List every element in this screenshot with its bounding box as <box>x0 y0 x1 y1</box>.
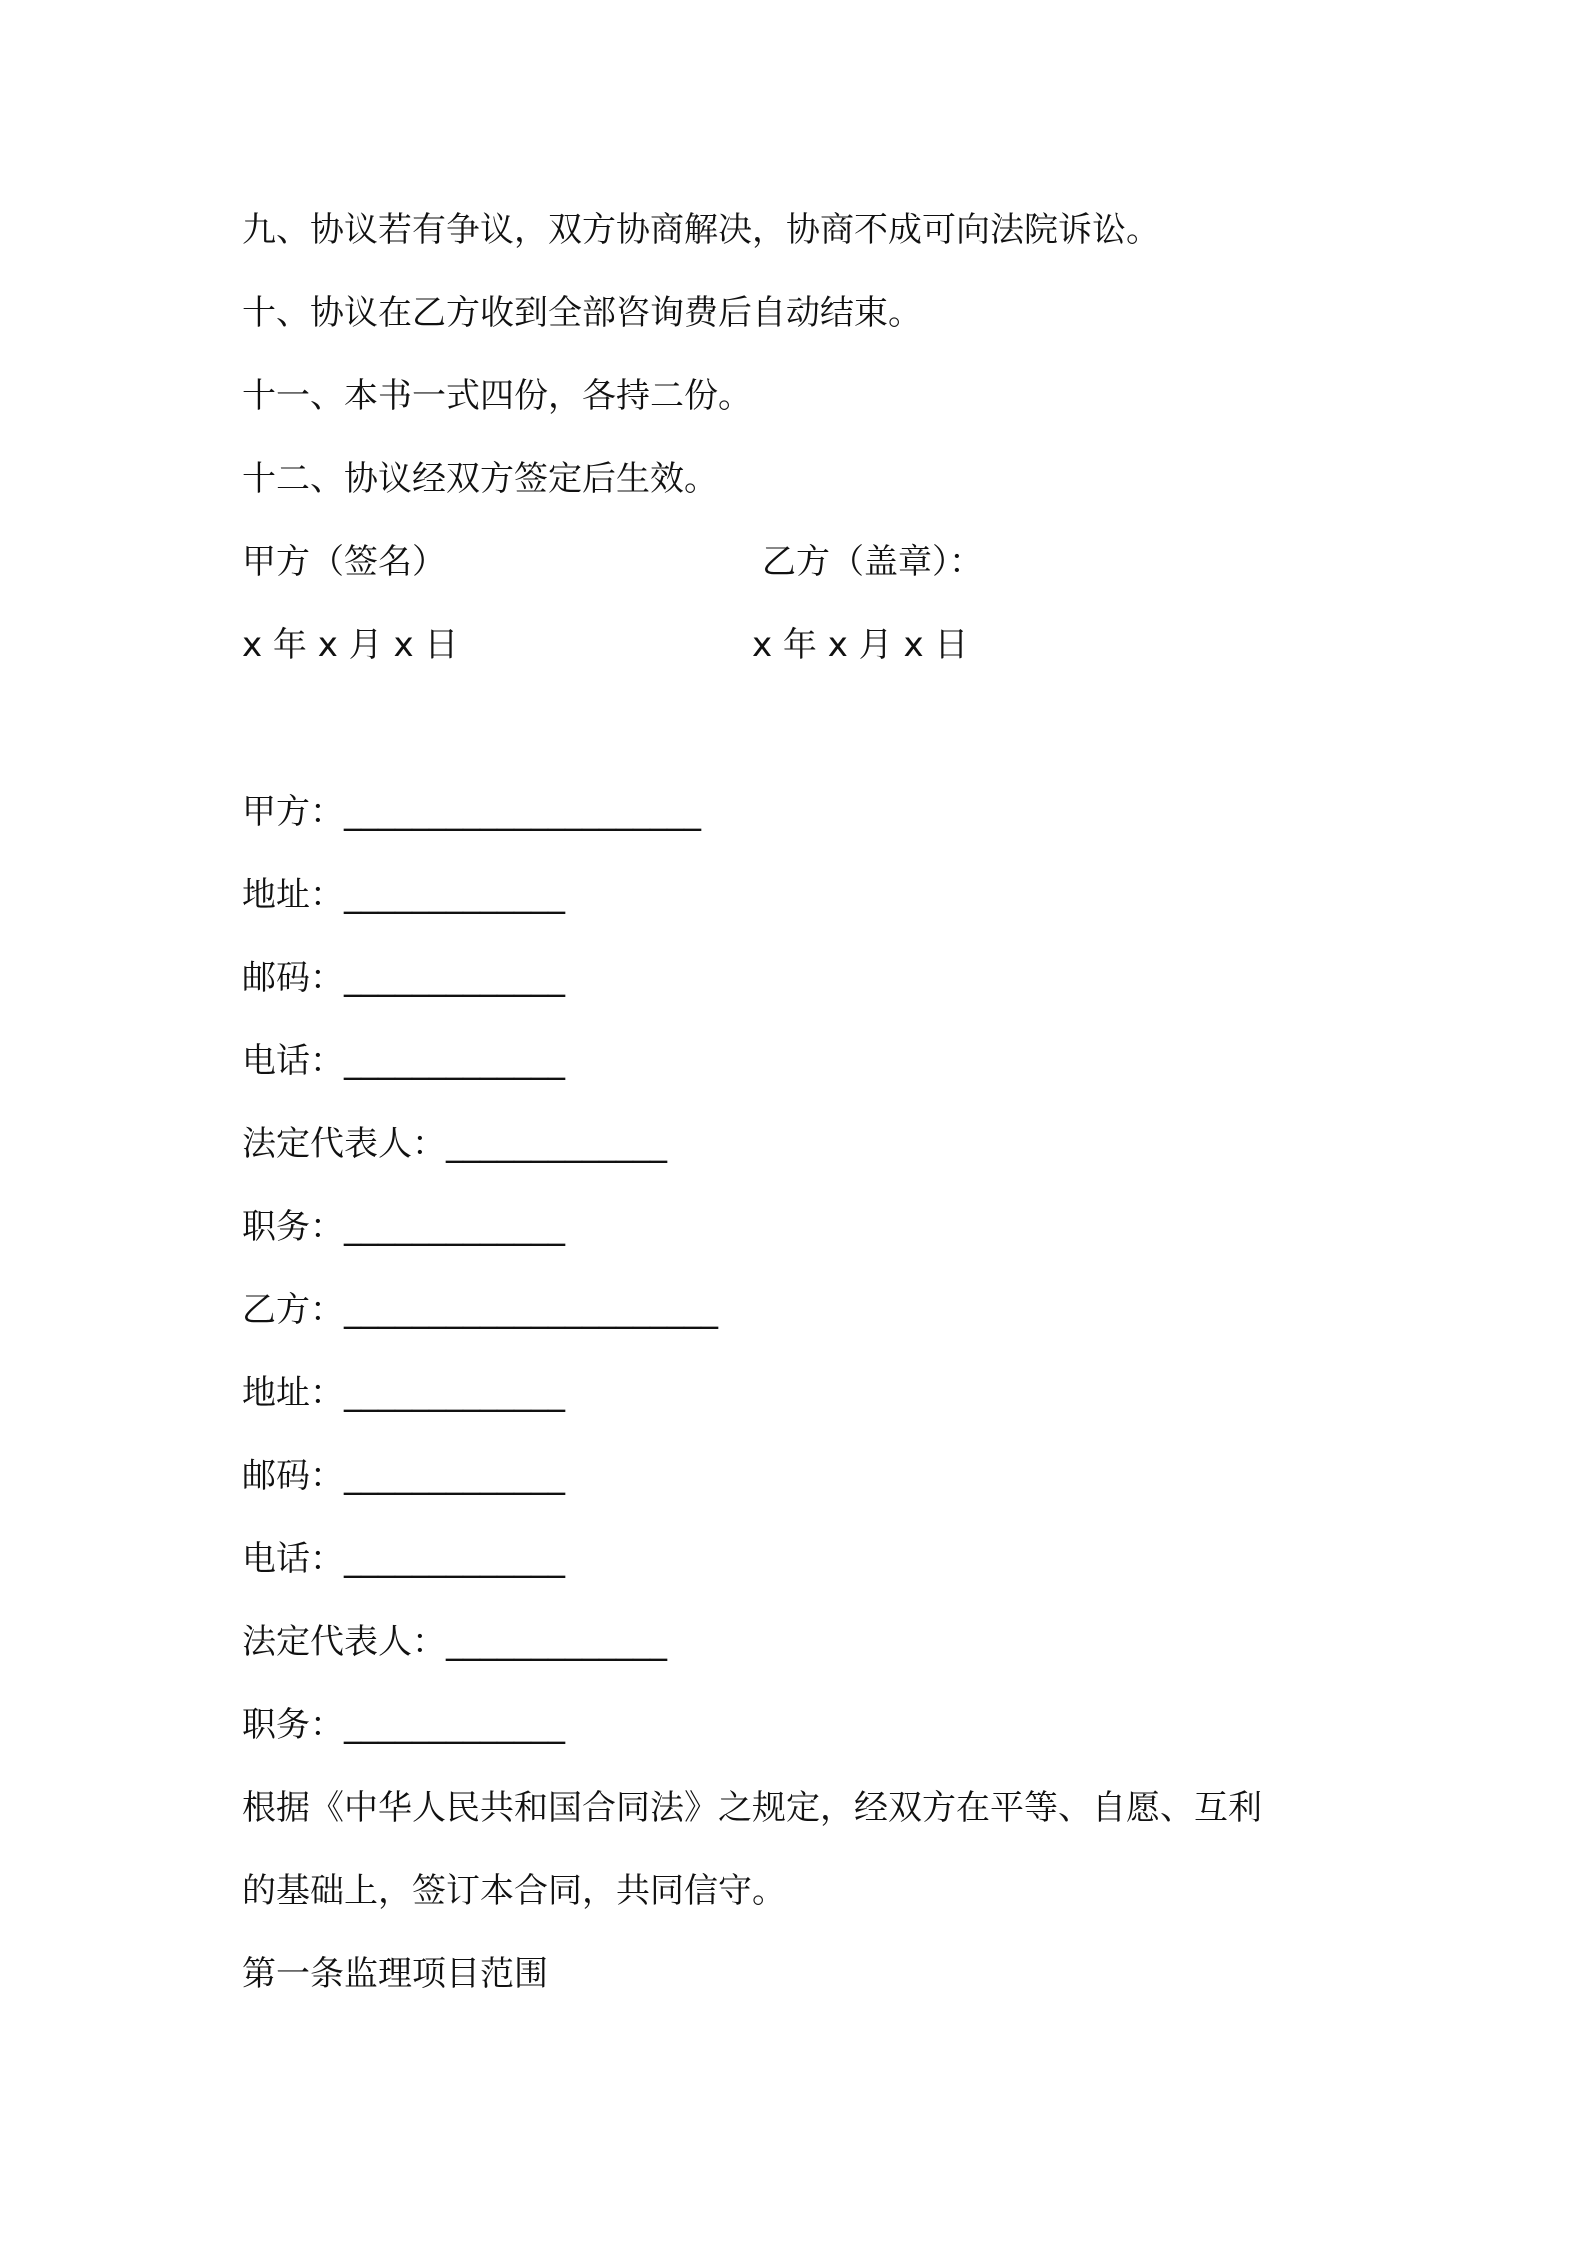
preamble-line-2: 的基础上，签订本合同，共同信守。 <box>242 1871 786 1911</box>
article-title: 第一条监理项目范围 <box>242 1954 548 1994</box>
party-b-date: x 年 x 月 x 日 <box>752 625 969 665</box>
party-b-position-field: 职务：_____________ <box>242 1705 565 1745</box>
party-a-name-field: 甲方：_____________________ <box>242 792 701 832</box>
party-a-date: x 年 x 月 x 日 <box>242 625 459 665</box>
party-a-signature-label: 甲方（签名） <box>242 542 446 582</box>
signature-row <box>242 537 983 587</box>
party-b-seal-label: 乙方（盖章）： <box>762 542 983 582</box>
party-a-address-field: 地址：_____________ <box>242 875 565 915</box>
party-a-postcode-field: 邮码：_____________ <box>242 958 565 998</box>
party-b-phone-field: 电话：_____________ <box>242 1539 565 1579</box>
party-b-name-field: 乙方：______________________ <box>242 1290 718 1330</box>
party-b-legal-rep-field: 法定代表人：_____________ <box>242 1622 667 1662</box>
clause-11: 十一、本书一式四份，各持二份。 <box>242 376 752 416</box>
party-a-legal-rep-field: 法定代表人：_____________ <box>242 1124 667 1164</box>
clause-12: 十二、协议经双方签定后生效。 <box>242 459 718 499</box>
clause-10: 十、协议在乙方收到全部咨询费后自动结束。 <box>242 293 922 333</box>
preamble-line-1: 根据《中华人民共和国合同法》之规定，经双方在平等、自愿、互利 <box>242 1788 1262 1828</box>
clause-9: 九、协议若有争议，双方协商解决，协商不成可向法院诉讼。 <box>242 210 1160 250</box>
party-a-phone-field: 电话：_____________ <box>242 1041 565 1081</box>
party-a-position-field: 职务：_____________ <box>242 1207 565 1247</box>
party-b-address-field: 地址：_____________ <box>242 1373 565 1413</box>
party-b-postcode-field: 邮码：_____________ <box>242 1456 565 1496</box>
date-row <box>242 620 969 670</box>
